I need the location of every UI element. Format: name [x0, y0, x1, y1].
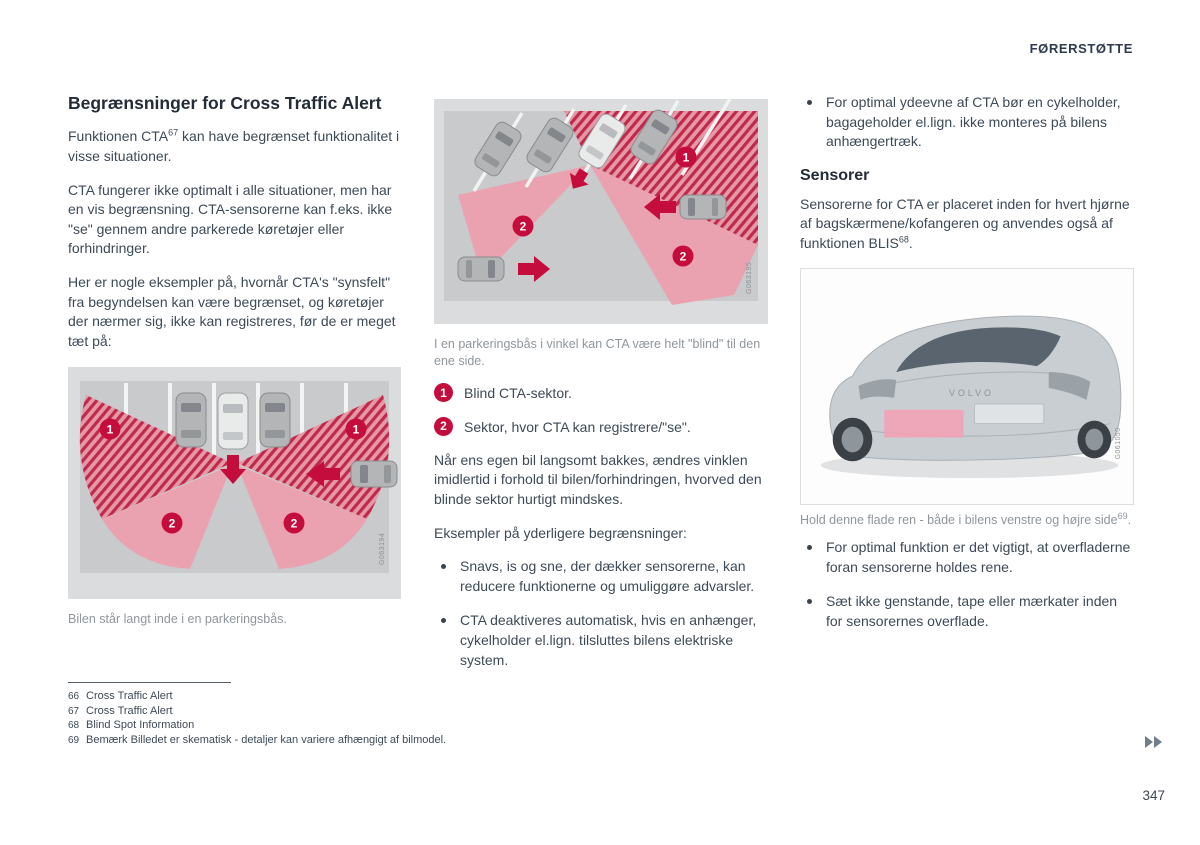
bullet-icon: [807, 599, 812, 604]
sector-1-badge: [676, 147, 697, 168]
footnote-66: [68, 689, 788, 704]
svg-text:1: 1: [106, 422, 114, 437]
svg-text:2: 2: [679, 249, 687, 264]
svg-text:2: 2: [519, 219, 527, 234]
bullet-icon: [807, 100, 812, 105]
page-number: 347: [1142, 788, 1165, 803]
bullet-text: Snavs, is og sne, der dækker sensorerne, kan reducere funktionerne og umuliggøre advarsler.: [460, 558, 755, 594]
svg-text:1: 1: [352, 422, 360, 437]
sensor-area-highlight: [884, 409, 963, 437]
next-page-icon[interactable]: [1144, 735, 1164, 749]
bullet-item: [800, 538, 1134, 577]
sensors-heading: Sensorer: [800, 166, 870, 184]
footnote-68: [68, 718, 788, 733]
sector-2-badge-right: [673, 246, 694, 267]
number-badge: 2: [434, 417, 453, 436]
bullet-item: [434, 611, 768, 670]
footnote-67: [68, 704, 788, 719]
footnote-text: Bemærk Billedet er skematisk - detaljer kan variere afhængigt af bilmodel.: [86, 734, 447, 747]
own-car: [218, 393, 248, 449]
bullet-text: CTA deaktiveres automatisk, hvis en anhænger, cykelholder el.lign. tilsluttes bilens elektriske system.: [460, 612, 757, 668]
figure-code: G061050: [1115, 426, 1123, 459]
paragraph: Eksempler på yderligere begrænsninger:: [434, 524, 687, 541]
sector-2-badge-right: [284, 513, 305, 534]
bullet-text: Sæt ikke genstande, tape eller mærkater inden for sensorernes overflade.: [826, 593, 1118, 629]
parked-car-left: [176, 393, 206, 447]
sector-1-badge-right: [346, 419, 367, 440]
footnotes: [68, 682, 788, 748]
figure-car-rear: [800, 268, 1134, 529]
text: Hold denne flade ren - både i bilens venstre og højre side: [800, 512, 1118, 527]
footnote-number: 67: [68, 705, 80, 717]
footnote-text: Cross Traffic Alert: [86, 704, 173, 717]
sector-2-badge-left: [513, 216, 534, 237]
bullet-icon: [807, 545, 812, 550]
license-plate: [974, 403, 1043, 423]
legend-text: Blind CTA-sektor.: [464, 385, 572, 401]
approaching-car: [351, 461, 397, 487]
figure-code: G063194: [379, 532, 386, 566]
approaching-car-bottom: [458, 257, 504, 281]
footnote-ref-67: 67: [168, 127, 179, 138]
paragraph-intro: [68, 127, 401, 166]
svg-text:1: 1: [682, 150, 690, 165]
bullet-item: [800, 592, 1134, 631]
bullet-item: [434, 557, 768, 596]
column-middle: [434, 99, 768, 685]
bullet-icon: [441, 564, 446, 569]
running-header: FØRERSTØTTE: [1029, 41, 1133, 56]
column-left: [68, 93, 401, 628]
footnote-number: 66: [68, 691, 80, 702]
paragraph: CTA fungerer ikke optimalt i alle situationer, men har en vis begrænsning. CTA-sensorerne kan f.eks. ikke "se" gennem andre parkerede køretøjer eller forhindringer.: [68, 181, 393, 257]
footnote-rule: [68, 682, 231, 683]
figure-caption: [800, 512, 1134, 529]
figure-code: G063195: [746, 261, 753, 294]
parked-car-right: [260, 393, 290, 447]
section-title: Begrænsninger for Cross Traffic Alert: [68, 93, 382, 113]
legend-item-1: [434, 383, 768, 403]
footnote-ref-69: 69: [1117, 510, 1128, 521]
photo-frame: [800, 268, 1134, 505]
text: Funktionen CTA: [68, 128, 169, 145]
paragraph: [800, 195, 1134, 254]
bullet-icon: [441, 618, 446, 623]
figure-angled-parking: [434, 99, 768, 369]
straight-parking-diagram: [68, 367, 401, 599]
legend-item-2: [434, 417, 768, 437]
figure-straight-parking: [68, 367, 401, 628]
approaching-car-right: [680, 195, 726, 219]
text: .: [1127, 512, 1132, 527]
svg-text:2: 2: [168, 516, 176, 531]
footnote-text: Cross Traffic Alert: [86, 690, 173, 702]
car-rear-illustration: [801, 269, 1132, 499]
footnote-69: [68, 733, 788, 748]
figure-caption: I en parkeringsbås i vinkel kan CTA være helt "blind" til den ene side.: [434, 337, 761, 368]
volvo-badge-text: VOLVO: [949, 387, 994, 398]
bullet-text: For optimal ydeevne af CTA bør en cykelholder, bagageholder el.lign. ikke monteres på bilens anhængertræk.: [826, 94, 1121, 150]
footnote-text: Blind Spot Information: [86, 719, 195, 732]
column-right: [800, 93, 1134, 646]
footnote-number: 69: [68, 735, 80, 747]
front-wheel-rim: [1085, 428, 1103, 450]
text: Sensorerne for CTA er placeret inden for hvert hjørne af bagskærmene/kofangeren og anvendes også af funktionen BLIS: [800, 195, 1130, 251]
bullet-text: For optimal funktion er det vigtigt, at overfladerne foran sensorerne holdes rene.: [826, 539, 1131, 575]
paragraph: Her er nogle eksempler på, hvornår CTA's "synsfelt" fra begyndelsen kan være begrænset, og køretøjer der nærmer sig, ikke kan registreres, før de er meget tæt på:: [68, 273, 396, 349]
bullet-item: [800, 93, 1134, 152]
angled-parking-diagram: [434, 99, 768, 324]
sector-2-badge-left: [162, 513, 183, 534]
legend-text: Sektor, hvor CTA kan registrere/"se".: [464, 418, 691, 435]
rear-wheel-rim: [842, 426, 864, 452]
footnote-number: 68: [68, 720, 80, 732]
text: kan have begrænset funktionalitet i visse situationer.: [68, 128, 400, 164]
number-badge: 1: [434, 383, 453, 402]
figure-caption: Bilen står langt inde i en parkeringsbås.: [68, 612, 287, 627]
svg-text:2: 2: [290, 516, 298, 531]
footnote-ref-68: 68: [898, 234, 909, 245]
paragraph: Når ens egen bil langsomt bakkes, ændres vinklen imidlertid i forhold til bilen/forhindringen, hvorved den blinde sektor hurtigt mindskes.: [434, 451, 762, 507]
sector-1-badge-left: [100, 419, 121, 440]
text: .: [908, 234, 913, 251]
